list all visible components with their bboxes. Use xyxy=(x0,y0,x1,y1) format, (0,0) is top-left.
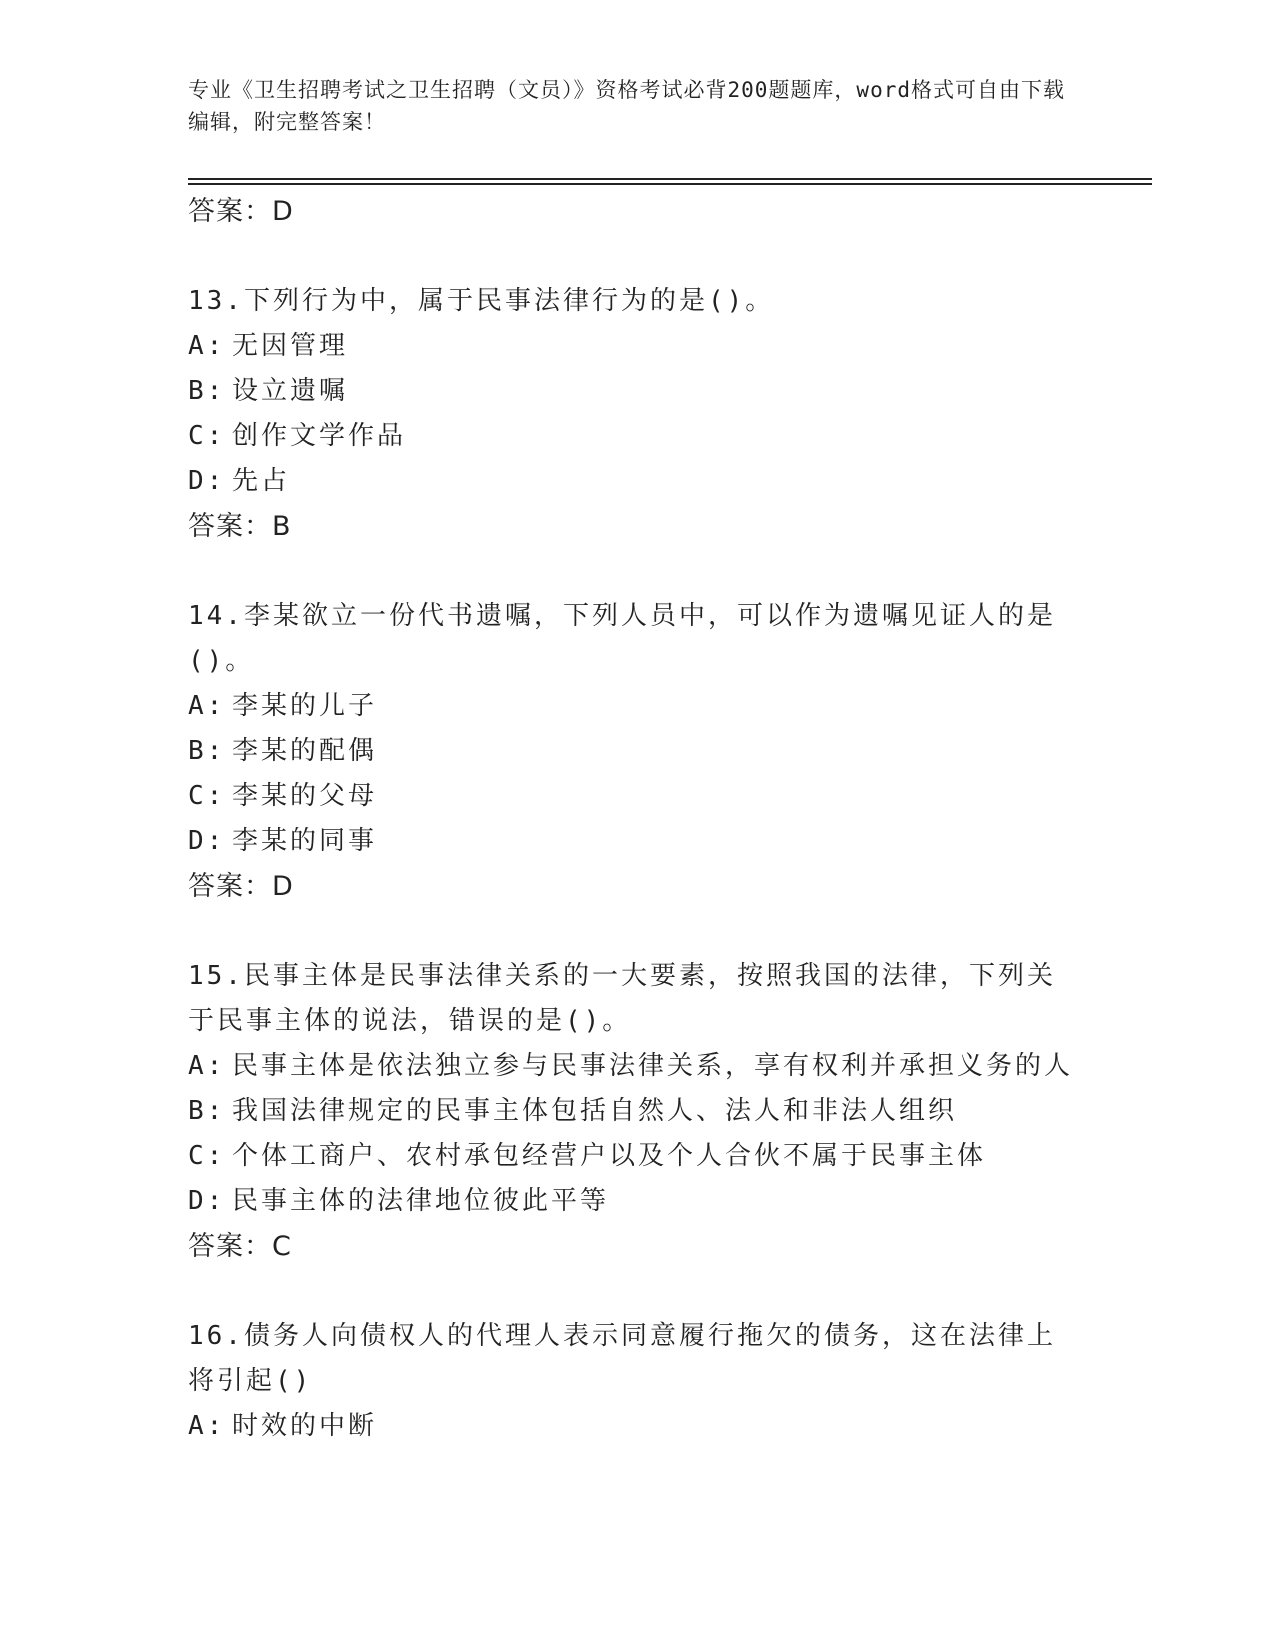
option-text: 民事主体是依法独立参与民事法律关系，享有权利并承担义务的人 xyxy=(232,1051,1074,1081)
option-a xyxy=(188,1044,1078,1089)
option-a xyxy=(188,1404,1078,1449)
option-c xyxy=(188,1134,1078,1179)
answer-line: 答案：D xyxy=(188,196,294,227)
question-13 xyxy=(188,279,1078,550)
header-rule-bottom xyxy=(188,183,1152,185)
option-text: 个体工商户、农村承包经营户以及个人合伙不属于民事主体 xyxy=(232,1141,987,1171)
option-c xyxy=(188,414,1078,459)
option-letter: C: xyxy=(188,1141,226,1171)
option-letter: A: xyxy=(188,1051,226,1081)
option-letter: B: xyxy=(188,376,226,406)
answer-line: 答案：B xyxy=(188,511,292,542)
option-letter: A: xyxy=(188,331,226,361)
document-body xyxy=(188,189,1078,1449)
option-letter: B: xyxy=(188,1096,226,1126)
page-header: 专业《卫生招聘考试之卫生招聘（文员）》资格考试必背200题题库，word格式可自由下载编辑，附完整答案！ xyxy=(188,78,1065,134)
option-text: 李某的儿子 xyxy=(232,691,378,721)
option-d xyxy=(188,819,1078,864)
option-letter: B: xyxy=(188,736,226,766)
option-letter: C: xyxy=(188,421,226,451)
header-rule-top xyxy=(188,178,1152,180)
question-stem: 16.债务人向债权人的代理人表示同意履行拖欠的债务，这在法律上将引起() xyxy=(188,1321,1056,1396)
option-text: 时效的中断 xyxy=(232,1411,378,1441)
option-a xyxy=(188,324,1078,369)
option-text: 我国法律规定的民事主体包括自然人、法人和非法人组织 xyxy=(232,1096,958,1126)
option-c xyxy=(188,774,1078,819)
option-text: 创作文学作品 xyxy=(232,421,407,451)
option-text: 李某的父母 xyxy=(232,781,378,811)
option-letter: D: xyxy=(188,826,226,856)
question-14 xyxy=(188,594,1078,910)
option-letter: A: xyxy=(188,691,226,721)
option-text: 李某的配偶 xyxy=(232,736,378,766)
question-16 xyxy=(188,1314,1078,1449)
question-stem: 13.下列行为中，属于民事法律行为的是()。 xyxy=(188,286,775,316)
option-letter: D: xyxy=(188,466,226,496)
option-b xyxy=(188,369,1078,414)
option-b xyxy=(188,1089,1078,1134)
option-d xyxy=(188,459,1078,504)
option-text: 无因管理 xyxy=(232,331,349,361)
question-15 xyxy=(188,954,1078,1270)
answer-line: 答案：D xyxy=(188,871,294,902)
option-letter: A: xyxy=(188,1411,226,1441)
option-a xyxy=(188,684,1078,729)
answer-line: 答案：C xyxy=(188,1231,292,1262)
option-d xyxy=(188,1179,1078,1224)
option-text: 先占 xyxy=(232,466,291,496)
option-text: 民事主体的法律地位彼此平等 xyxy=(232,1186,610,1216)
option-text: 设立遗嘱 xyxy=(232,376,349,406)
option-letter: D: xyxy=(188,1186,226,1216)
question-stem: 15.民事主体是民事法律关系的一大要素，按照我国的法律，下列关于民事主体的说法，错误的是()。 xyxy=(188,961,1056,1036)
option-letter: C: xyxy=(188,781,226,811)
option-text: 李某的同事 xyxy=(232,826,378,856)
question-stem: 14.李某欲立一份代书遗嘱，下列人员中，可以作为遗嘱见证人的是()。 xyxy=(188,601,1056,676)
option-b xyxy=(188,729,1078,774)
